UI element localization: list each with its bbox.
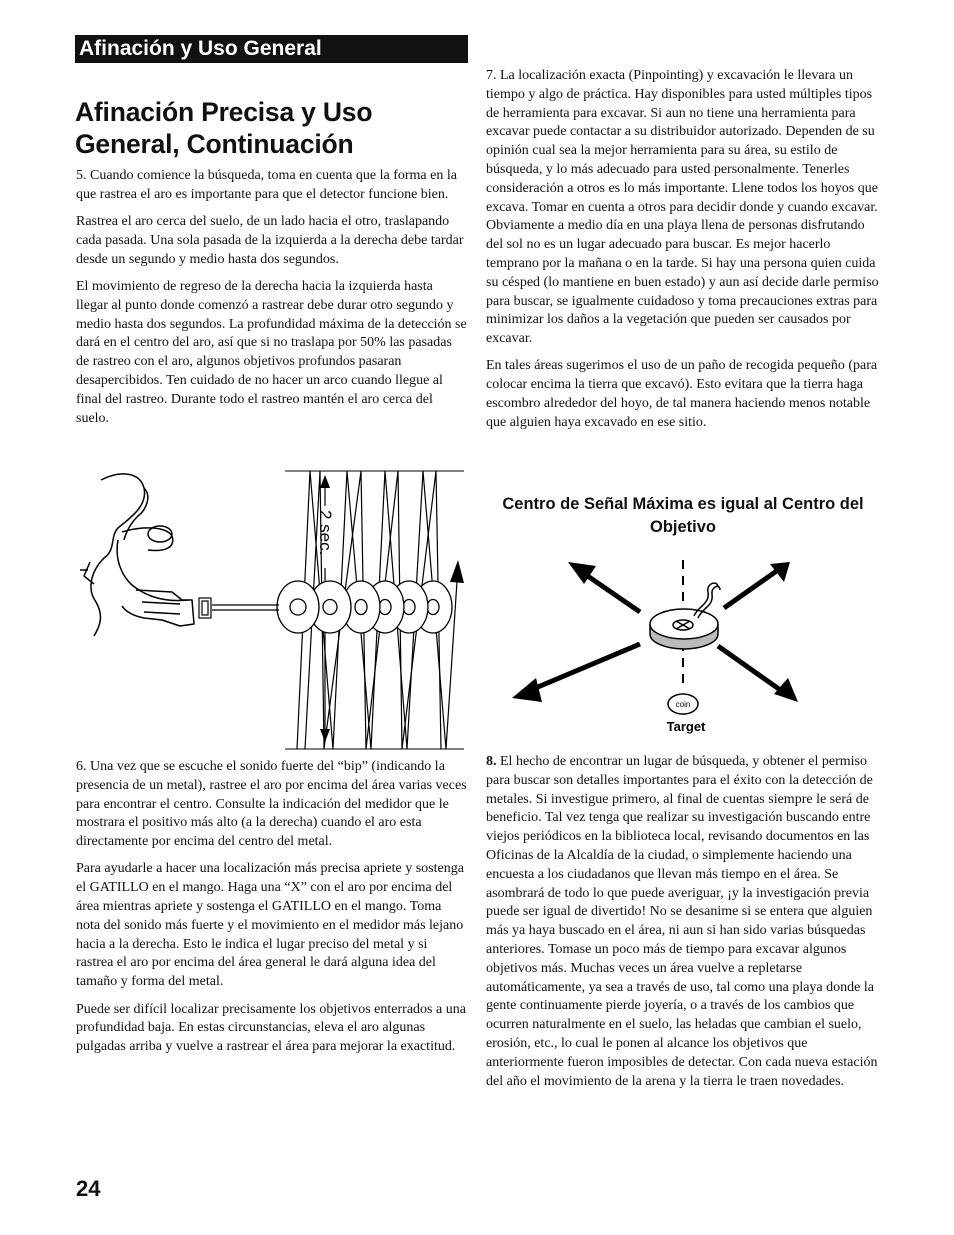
figure-title: Centro de Señal Máxima es igual al Centro del Objetivo [502,495,864,536]
coin-label: coin [675,700,691,709]
sweep-arrow [450,560,464,583]
coil-discs [277,581,452,633]
down-arrow [320,729,330,742]
target-illustration [486,550,880,740]
person-figure [80,474,194,636]
detector-shaft [199,598,279,618]
two-seconds-label: 2 sec. [316,510,335,556]
paragraph-text: El hecho de encontrar un lugar de búsqueda, y obtener el permiso para buscar son detalles importantes para el éxito con la detección de metales. Si investigue primero, al final de cuentas siempre le será de beneficio. Tal vez tenga que realizar su investigación buscando entre viejos periódicos en la biblioteca local, revisando documentos en las Oficinas de la Alcaldía de la ciudad, o simplemente haciendo una encuesta a los ciudadanos que llevan más tiempo en el área. Se asombrará de todo lo que puede averiguar, ¡y la investigación previa puede ser igual de divertido! No se desanime si se entera que alguien más ya haya buscado en el área, ni aun si han sido varias búsquedas anteriores. Tomase un poco más de tiempo para excavar algunos objetivos más. Muchas veces un área vuelve a repletarse automáticamente, ya sea a través de uso, tal como una playa donde la gente continuamente pierde joyería, o a través de los cambios que ocurren naturalmente en el suelo, las heladas que cambian el suelo, erosión, etc., lo cual le ponen al alcance los objetivos que anteriormente fueron imposibles de detectar. Con cada nueva estación del año el movimiento de la arena y la tierra le traen novedades. [486,754,878,1089]
target-label: Target [666,719,706,734]
right-column-bottom [486,753,880,1100]
paragraph: 6. Una vez que se escuche el sonido fuerte del “bip” (indicando la presencia de un metal), rastree el aro por encima del área varias veces para encontrar el centro. Consulte la indicación del medidor que le mostrara el positivo más alto (a la derecha) cuando el aro esta directamente por encima del centro del metal. [76,759,467,850]
sweep-illustration [76,466,468,754]
page-number: 24 [76,1176,101,1201]
search-coil [650,583,720,649]
paragraph: El movimiento de regreso de la derecha hacia la izquierda hasta llegar al punto donde comenzó a rastrear debe durar otro segundo y medio hasta dos segundos. La profundidad máxima de la detección se dará en el centro del aro, así que si no traslapa por 50% las pasadas de rastreo con el aro, algunos objetivos profundos pasaran desapercibidos. Ten cuidado de no hacer un arco cuando llegue al final del rastreo. Durante todo el rastreo mantén el aro cerca del suelo. [76,278,467,426]
up-arrow [320,475,330,488]
paragraph: Puede ser difícil localizar precisamente los objetivos enterrados a una profundidad baja. En estas circunstancias, eleva el aro algunas pulgadas arriba y vuelve a rastrear el área para mejorar la exactitud. [76,1001,466,1055]
left-column-top [76,167,468,437]
paragraph: Para ayudarle a hacer una localización más precisa apriete y sostenga el GATILLO en el mango. Haga una “X” con el aro por encima del área mientras apriete y sostenga el GATILLO en el mango. Toma nota del sonido más fuerte y el movimiento en el medidor más lejano hacia a la derecha. Esto le indica el lugar preciso del metal y si rastrea el aro por encima del área general le dará alguna idea del tamaño y forma del metal. [76,861,464,990]
item-number: 8. [486,754,497,769]
paragraph: 5. Cuando comience la búsqueda, toma en cuenta que la forma en la que rastrea el aro es importante para que el detector funcione bien. [76,168,457,202]
paragraph: Rastrea el aro cerca del suelo, de un lado hacia el otro, traslapando cada pasada. Una sola pasada de la izquierda a la derecha debe tardar desde un segundo y medio hasta dos segundos. [76,214,464,267]
paragraph: 7. La localización exacta (Pinpointing) y excavación le llevara un tiempo y algo de práctica. Hay disponibles para usted múltiples tipos de herramienta para excavar. Si aun no tiene una herramienta para excavar puede contactar a su distribuidor autorizado. Dependen de su opinión cual sea la mejor herramienta para su área, su estilo de búsqueda, y lo más adecuado para usted personalmente. Tenerles consideración a otros es lo más importante. Llene todos los hoyos que excava. Tomar en cuenta a otros para decidir donde y cuando excavar. Obviamente a medio día en una playa llena de personas disfrutando del sol no es un lugar adecuado para buscar. Es mejor hacerlo temprano por la mañana o en la tarde. Si hay una persona quien cuida su césped (lo mantiene en buen estado) y aun así decide darle permiso para buscar, se igualmente cuidadoso y toma precauciones extras para minimizar los daños a la vegetación que pueden ser causados por excavar. [486,68,879,347]
page-title: Afinación Precisa y Uso General, Continuación [75,97,373,159]
left-column-bottom [76,758,468,1065]
right-column-top [486,67,880,441]
paragraph [486,753,880,1091]
paragraph: En tales áreas sugerimos el uso de un paño de recogida pequeño (para colocar encima la tierra que excavó). Esto evitara que la tierra haga escombro alrededor del hoyo, de tal manera haciendo menos notable que alguien haya excavado en ese sitio. [486,358,878,430]
section-header: Afinación y Uso General [75,35,468,63]
